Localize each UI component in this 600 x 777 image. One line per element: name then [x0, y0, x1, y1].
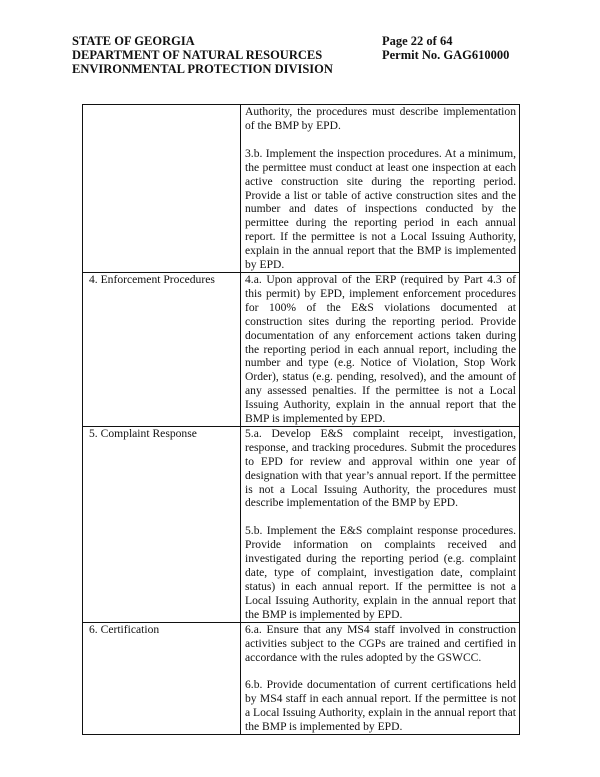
- bmp-description-cell: [241, 105, 520, 273]
- bmp-label-cell: [83, 105, 241, 273]
- bmp-label-cell: [83, 426, 241, 622]
- bmp-description-cell: [241, 272, 520, 426]
- bmp-paragraph: Authority, the procedures must describe implementation of the BMP by EPD.: [245, 105, 516, 132]
- bmp-label-cell: [83, 622, 241, 734]
- table-row: [83, 105, 520, 273]
- bmp-paragraph: 6.b. Provide documentation of current certifications held by MS4 staff in each annual report. If the permittee is not a Local Issuing Authority, explain in the annual report that the BMP is implemented by EPD.: [245, 678, 516, 734]
- page-header: [72, 34, 512, 76]
- bmp-label: 5. Complaint Response: [89, 426, 197, 440]
- header-row-3: [72, 62, 512, 76]
- paragraph-gap: [245, 664, 516, 678]
- bmp-label-cell: [83, 272, 241, 426]
- agency-department: DEPARTMENT OF NATURAL RESOURCES: [72, 48, 323, 62]
- bmp-label: 6. Certification: [89, 622, 160, 636]
- agency-state: STATE OF GEORGIA: [72, 34, 195, 48]
- agency-division: ENVIRONMENTAL PROTECTION DIVISION: [72, 62, 333, 76]
- bmp-description-cell: [241, 622, 520, 734]
- bmp-description-cell: [241, 426, 520, 622]
- bmp-paragraph: 5.a. Develop E&S complaint receipt, investigation, response, and tracking procedures. Submit the procedures to EPD for review and approval within one year of designation with that year’s annual report. If the permittee is not a Local Issuing Authority, the procedures must describe implementation of the BMP by EPD.: [245, 426, 516, 510]
- page-number: Page 22 of 64: [382, 34, 453, 48]
- bmp-paragraph: 3.b. Implement the inspection procedures. At a minimum, the permittee must conduct at least one inspection at each active construction site during the reporting period. Provide a list or table of active construction sites and the number and dates of inspections conducted by the permittee during the reporting period in each annual report. If the permittee is not a Local Issuing Authority, explain in the annual report that the BMP is implemented by EPD.: [245, 146, 516, 272]
- header-row-1: [72, 34, 512, 48]
- bmp-paragraph: 5.b. Implement the E&S complaint response procedures. Provide information on complaints received and investigated during the reporting period (e.g. complaint date, type of complaint, investigation date, complaint status) in each annual report. If the permittee is not a Local Issuing Authority, explain in the annual report that the BMP is implemented by EPD.: [245, 524, 516, 621]
- bmp-label: 4. Enforcement Procedures: [89, 272, 215, 286]
- paragraph-gap: [245, 133, 516, 147]
- bmp-table: [82, 104, 520, 735]
- bmp-paragraph: 6.a. Ensure that any MS4 staff involved in construction activities subject to the CGPs are trained and certified in accordance with the rules adopted by the GSWCC.: [245, 622, 516, 664]
- bmp-paragraph: 4.a. Upon approval of the ERP (required by Part 4.3 of this permit) by EPD, implement enforcement procedures for 100% of the E&S violations documented at construction sites during the reporting period. Provide documentation of any enforcement actions taken during the reporting period in each annual report, including the number and type (e.g. Notice of Violation, Stop Work Order), status (e.g. pending, resolved), and the amount of any assessed penalties. If the permittee is not a Local Issuing Authority, explain in the annual report that the BMP is implemented by EPD.: [245, 272, 516, 426]
- table-row: [83, 272, 520, 426]
- permit-number: Permit No. GAG610000: [382, 48, 510, 62]
- paragraph-gap: [245, 510, 516, 524]
- table-row: [83, 426, 520, 622]
- table-row: [83, 622, 520, 734]
- header-row-2: [72, 48, 512, 62]
